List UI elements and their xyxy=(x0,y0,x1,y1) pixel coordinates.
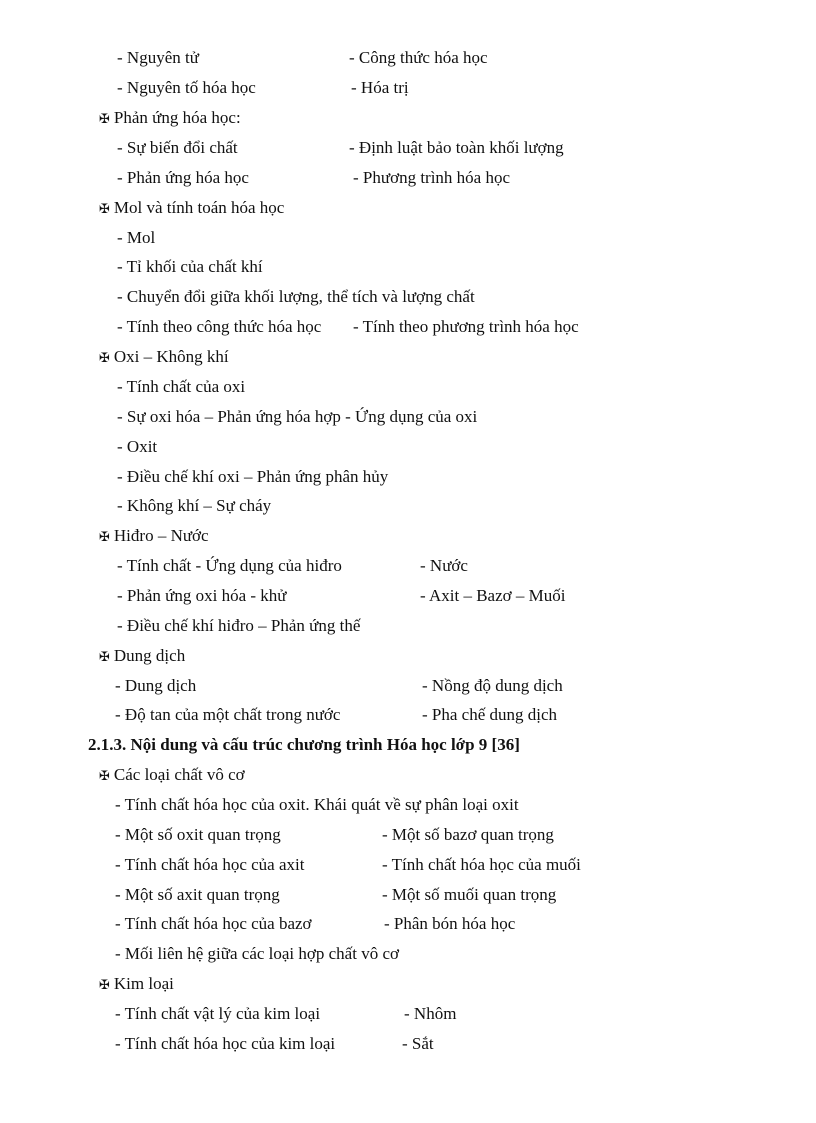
cross-pattee-icon: ✠ xyxy=(99,650,110,665)
section-header: ✠ Dung dịch xyxy=(99,646,186,665)
list-item: - Tính theo công thức hóa học xyxy=(117,317,322,336)
cross-pattee-icon: ✠ xyxy=(99,112,110,127)
list-item: - Một số muối quan trọng xyxy=(382,885,557,904)
section-header: ✠ Mol và tính toán hóa học xyxy=(99,198,285,217)
list-item: - Điều chế khí hiđro – Phản ứng thế xyxy=(117,616,361,635)
list-item: - Không khí – Sự cháy xyxy=(117,496,272,515)
list-item: - Phân bón hóa học xyxy=(384,914,516,933)
list-item: - Hóa trị xyxy=(351,78,409,97)
list-item: - Tính chất hóa học của muối xyxy=(382,855,581,874)
cross-pattee-icon: ✠ xyxy=(99,769,110,784)
list-item: - Sự oxi hóa – Phản ứng hóa hợp - Ứng dụng của oxi xyxy=(117,407,478,426)
list-item: - Một số bazơ quan trọng xyxy=(382,825,554,844)
list-item: - Phương trình hóa học xyxy=(353,168,511,187)
list-item: - Axit – Bazơ – Muối xyxy=(420,586,566,605)
list-item: - Độ tan của một chất trong nước xyxy=(115,705,341,724)
list-item: - Tính theo phương trình hóa học xyxy=(353,317,579,336)
list-item: - Một số oxit quan trọng xyxy=(115,825,281,844)
section-header: ✠ Kim loại xyxy=(99,974,174,993)
section-heading: 2.1.3. Nội dung và cấu trúc chương trình Hóa học lớp 9 [36] xyxy=(88,735,520,754)
list-item: - Định luật bảo toàn khối lượng xyxy=(349,138,564,157)
cross-pattee-icon: ✠ xyxy=(99,351,110,366)
section-header: ✠ Oxi – Không khí xyxy=(99,347,229,366)
list-item: - Một số axit quan trọng xyxy=(115,885,280,904)
list-item: - Mol xyxy=(117,228,156,247)
list-item: - Phản ứng oxi hóa - khử xyxy=(117,586,287,605)
list-item: - Phản ứng hóa học xyxy=(117,168,249,187)
list-item: - Tính chất của oxi xyxy=(117,377,246,396)
list-item: - Tính chất hóa học của kim loại xyxy=(115,1034,336,1053)
list-item: - Nhôm xyxy=(404,1004,457,1023)
list-item: - Chuyển đổi giữa khối lượng, thể tích và lượng chất xyxy=(117,287,475,306)
list-item: - Nguyên tử xyxy=(117,48,199,67)
list-item: - Tỉ khối của chất khí xyxy=(117,257,263,276)
list-item: - Pha chế dung dịch xyxy=(422,705,558,724)
cross-pattee-icon: ✠ xyxy=(99,530,110,545)
section-header: ✠ Phản ứng hóa học: xyxy=(99,108,241,127)
cross-pattee-icon: ✠ xyxy=(99,978,110,993)
list-item: - Sự biến đổi chất xyxy=(117,138,238,157)
list-item: - Công thức hóa học xyxy=(349,48,488,67)
list-item: - Điều chế khí oxi – Phản ứng phân hủy xyxy=(117,467,389,486)
list-item: - Sắt xyxy=(402,1034,434,1053)
section-header: ✠ Hiđro – Nước xyxy=(99,526,209,545)
list-item: - Nước xyxy=(420,556,468,575)
list-item: - Oxit xyxy=(117,437,158,456)
list-item: - Tính chất hóa học của oxit. Khái quát về sự phân loại oxit xyxy=(115,795,519,814)
cross-pattee-icon: ✠ xyxy=(99,202,110,217)
list-item: - Dung dịch xyxy=(115,676,197,695)
section-header: ✠ Các loại chất vô cơ xyxy=(99,765,245,784)
list-item: - Tính chất - Ứng dụng của hiđro xyxy=(117,556,342,575)
list-item: - Nguyên tố hóa học xyxy=(117,78,256,97)
list-item: - Tính chất vật lý của kim loại xyxy=(115,1004,321,1023)
list-item: - Tính chất hóa học của axit xyxy=(115,855,305,874)
list-item: - Nồng độ dung dịch xyxy=(422,676,563,695)
list-item: - Mối liên hệ giữa các loại hợp chất vô cơ xyxy=(115,944,399,963)
list-item: - Tính chất hóa học của bazơ xyxy=(115,914,312,933)
